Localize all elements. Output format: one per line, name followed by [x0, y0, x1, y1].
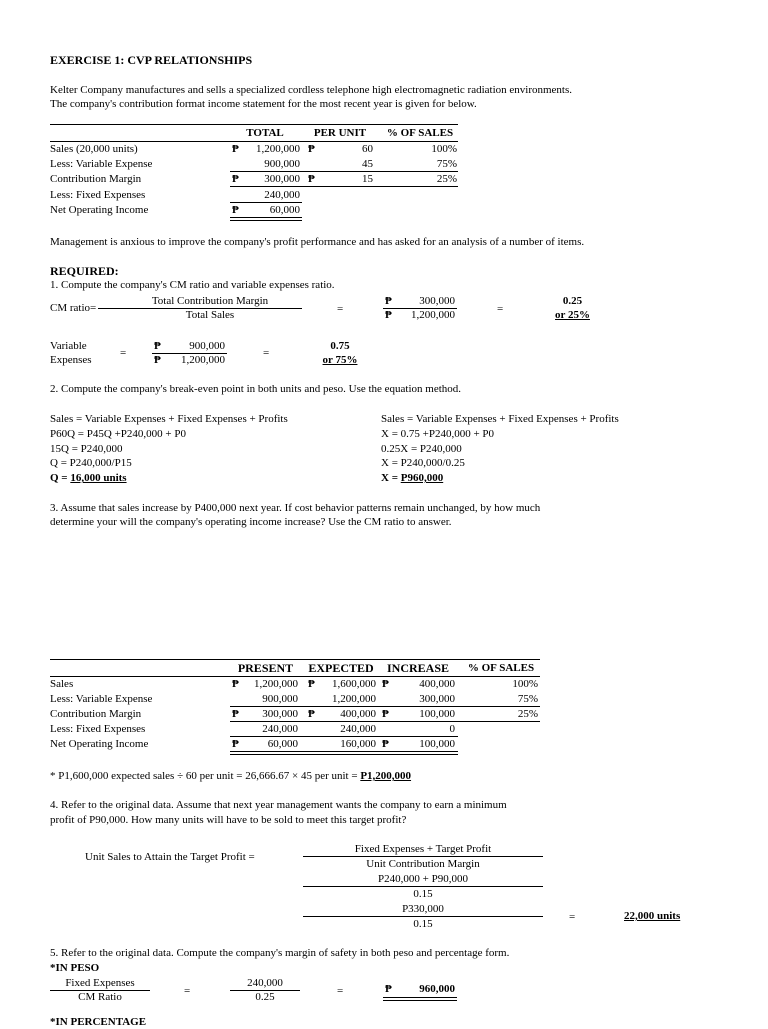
peso-sign: ₱: [382, 708, 389, 720]
t2-header-present: PRESENT: [237, 661, 294, 675]
q2-right-line: 0.25X = P240,000: [381, 443, 462, 455]
peso-sign: ₱: [154, 340, 161, 352]
q5-answer: 960,000: [419, 983, 455, 995]
ve-numerator-value: 900,000: [189, 340, 225, 352]
t1-total: 60,000: [269, 204, 300, 216]
t2-expected: 1,200,000: [332, 693, 376, 705]
t1-row-label: Less: Variable Expense: [50, 158, 153, 170]
page-title: EXERCISE 1: CVP RELATIONSHIPS: [50, 53, 253, 67]
q2-text: 2. Compute the company's break-even point in both units and peso. Use the equation method.: [50, 383, 462, 395]
q4-numerator: Fixed Expenses + Target Profit: [354, 843, 492, 855]
peso-sign: ₱: [385, 309, 392, 321]
t2-present: 240,000: [262, 723, 298, 735]
t2-row-label: Contribution Margin: [50, 708, 142, 720]
q4-denominator: Unit Contribution Margin: [366, 858, 480, 870]
t1-per-unit: 15: [362, 173, 373, 185]
t1-header-per-unit: PER UNIT: [313, 127, 367, 139]
q2-right-line: Sales = Variable Expenses + Fixed Expenses + Profits: [381, 413, 619, 425]
equals-sign: =: [337, 985, 344, 997]
t1-row-label: Net Operating Income: [50, 204, 149, 216]
q5-numerator: Fixed Expenses: [65, 977, 135, 989]
t2-present: 1,200,000: [254, 678, 298, 690]
t2-expected: 240,000: [340, 723, 376, 735]
q4-answer: 22,000 units: [624, 910, 681, 922]
q2-right-line: X = 0.75 +P240,000 + P0: [381, 428, 495, 440]
q2-right-line: X = P240,000/0.25: [381, 457, 465, 469]
peso-sign: ₱: [232, 204, 239, 216]
t1-header-pct: % OF SALES: [386, 127, 454, 139]
ve-label-line1: Variable: [50, 340, 87, 352]
t2-row-label: Less: Fixed Expenses: [50, 723, 146, 735]
footnote-text: * P1,600,000 expected sales ÷ 60 per unit = 26,666.67 × 45 per unit =: [50, 770, 361, 782]
cm-numerator: Total Contribution Margin: [151, 295, 269, 307]
peso-sign: ₱: [232, 678, 239, 690]
t1-pct: 25%: [436, 173, 457, 185]
t1-per-unit: 60: [362, 143, 373, 155]
peso-sign: ₱: [232, 738, 239, 750]
t2-increase: 0: [449, 723, 455, 735]
equals-sign: =: [337, 303, 344, 315]
t2-header-increase: INCREASE: [386, 661, 449, 675]
q1-text: 1. Compute the company's CM ratio and variable expenses ratio.: [50, 279, 335, 291]
q2-peso-answer: [381, 472, 443, 485]
t2-expected: 1,600,000: [332, 678, 376, 690]
q4-text-line2: profit of P90,000. How many units will have to be sold to meet this target profit?: [50, 814, 407, 826]
peso-sign: ₱: [232, 143, 239, 155]
t2-present: 900,000: [262, 693, 298, 705]
t1-row-label: Contribution Margin: [50, 173, 142, 185]
peso-sign: ₱: [308, 708, 315, 720]
t1-total: 240,000: [264, 189, 300, 201]
equals-sign: =: [569, 911, 576, 923]
q5-in-peso-label: *IN PESO: [50, 962, 100, 974]
equals-sign: =: [184, 985, 191, 997]
footnote-answer: P1,200,000: [360, 770, 412, 782]
ve-ratio-result: 0.75: [330, 340, 350, 352]
cm-ratio-label: CM ratio=: [50, 302, 97, 314]
equals-sign: =: [263, 347, 270, 359]
ve-label-line2: Expenses: [50, 354, 92, 366]
q5-denominator-value: 0.25: [255, 991, 275, 1003]
peso-sign: ₱: [232, 173, 239, 185]
t2-header-pct: % OF SALES: [467, 662, 535, 674]
peso-sign: ₱: [154, 354, 161, 366]
t2-increase: 100,000: [419, 738, 455, 750]
q4-step1-denominator: 0.15: [413, 888, 433, 900]
intro-line-1: Kelter Company manufactures and sells a specialized cordless telephone high electromagnetic radiation environments.: [50, 84, 573, 96]
equals-sign: =: [120, 347, 127, 359]
peso-sign: ₱: [385, 295, 392, 307]
q5-numerator-value: 240,000: [247, 977, 283, 989]
peso-sign: ₱: [382, 678, 389, 690]
q2-units-prefix: Q =: [50, 472, 71, 484]
t2-expected: 160,000: [340, 738, 376, 750]
t1-pct: 75%: [436, 158, 457, 170]
t1-row-label: Less: Fixed Expenses: [50, 189, 146, 201]
q4-text-line1: 4. Refer to the original data. Assume that next year management wants the company to earn a minimum: [50, 799, 507, 811]
q3-footnote: [50, 770, 411, 783]
equals-sign: =: [497, 303, 504, 315]
t1-total: 300,000: [264, 173, 300, 185]
ve-ratio-result-pct: or 75%: [322, 354, 358, 366]
q3-text-line1: 3. Assume that sales increase by P400,000 next year. If cost behavior patterns remain unchanged, by how much: [50, 502, 541, 514]
peso-sign: ₱: [308, 143, 315, 155]
q4-step2-numerator: P330,000: [402, 903, 444, 915]
t2-row-label: Less: Variable Expense: [50, 693, 153, 705]
q2-left-line: Sales = Variable Expenses + Fixed Expenses + Profits: [50, 413, 288, 425]
t2-increase: 100,000: [419, 708, 455, 720]
t2-increase: 300,000: [419, 693, 455, 705]
t1-per-unit: 45: [362, 158, 373, 170]
q4-step2-denominator: 0.15: [413, 918, 433, 930]
q4-formula-label: Unit Sales to Attain the Target Profit =: [85, 851, 255, 863]
cm-numerator-value: 300,000: [419, 295, 455, 307]
t2-row-label: Net Operating Income: [50, 738, 149, 750]
ve-denominator-value: 1,200,000: [181, 354, 225, 366]
intro-line-2: The company's contribution format income statement for the most recent year is given for below.: [50, 98, 477, 110]
peso-sign: ₱: [308, 173, 315, 185]
t1-pct: 100%: [431, 143, 457, 155]
q2-left-line: P60Q = P45Q +P240,000 + P0: [50, 428, 186, 440]
q2-left-line: Q = P240,000/P15: [50, 457, 132, 469]
t2-header-expected: EXPECTED: [308, 661, 374, 675]
q2-units-answer: [50, 472, 127, 485]
q3-text-line2: determine your will the company's operating income increase? Use the CM ratio to answer.: [50, 516, 452, 528]
q5-in-pct-label: *IN PERCENTAGE: [50, 1016, 147, 1028]
t2-pct: 25%: [517, 708, 538, 720]
cm-denominator-value: 1,200,000: [411, 309, 455, 321]
q2-peso-value: P960,000: [400, 472, 444, 484]
peso-sign: ₱: [385, 983, 392, 995]
cm-ratio-result-pct: or 25%: [555, 309, 590, 321]
t2-pct: 75%: [517, 693, 538, 705]
t1-row-label: Sales (20,000 units): [50, 143, 138, 155]
q5-text: 5. Refer to the original data. Compute the company's margin of safety in both peso and percentage form.: [50, 947, 510, 959]
t1-total: 1,200,000: [256, 143, 300, 155]
q2-units-value: 16,000 units: [70, 472, 127, 484]
peso-sign: ₱: [382, 738, 389, 750]
t2-increase: 400,000: [419, 678, 455, 690]
cm-denominator: Total Sales: [185, 309, 235, 321]
q2-peso-prefix: X =: [381, 472, 401, 484]
q4-step1-numerator: P240,000 + P90,000: [378, 873, 468, 885]
management-text: Management is anxious to improve the company's profit performance and has asked for an analysis of a number of items.: [50, 236, 585, 248]
cm-ratio-result: 0.25: [562, 295, 583, 307]
t2-row-label: Sales: [50, 678, 74, 690]
required-label: REQUIRED:: [50, 264, 119, 278]
q2-left-line: 15Q = P240,000: [50, 443, 123, 455]
t1-header-total: TOTAL: [246, 127, 284, 139]
t2-present: 300,000: [262, 708, 298, 720]
q5-denominator: CM Ratio: [78, 991, 122, 1003]
t1-total: 900,000: [264, 158, 300, 170]
t2-expected: 400,000: [340, 708, 376, 720]
peso-sign: ₱: [232, 708, 239, 720]
peso-sign: ₱: [308, 678, 315, 690]
t2-pct: 100%: [512, 678, 538, 690]
t2-present: 60,000: [267, 738, 298, 750]
